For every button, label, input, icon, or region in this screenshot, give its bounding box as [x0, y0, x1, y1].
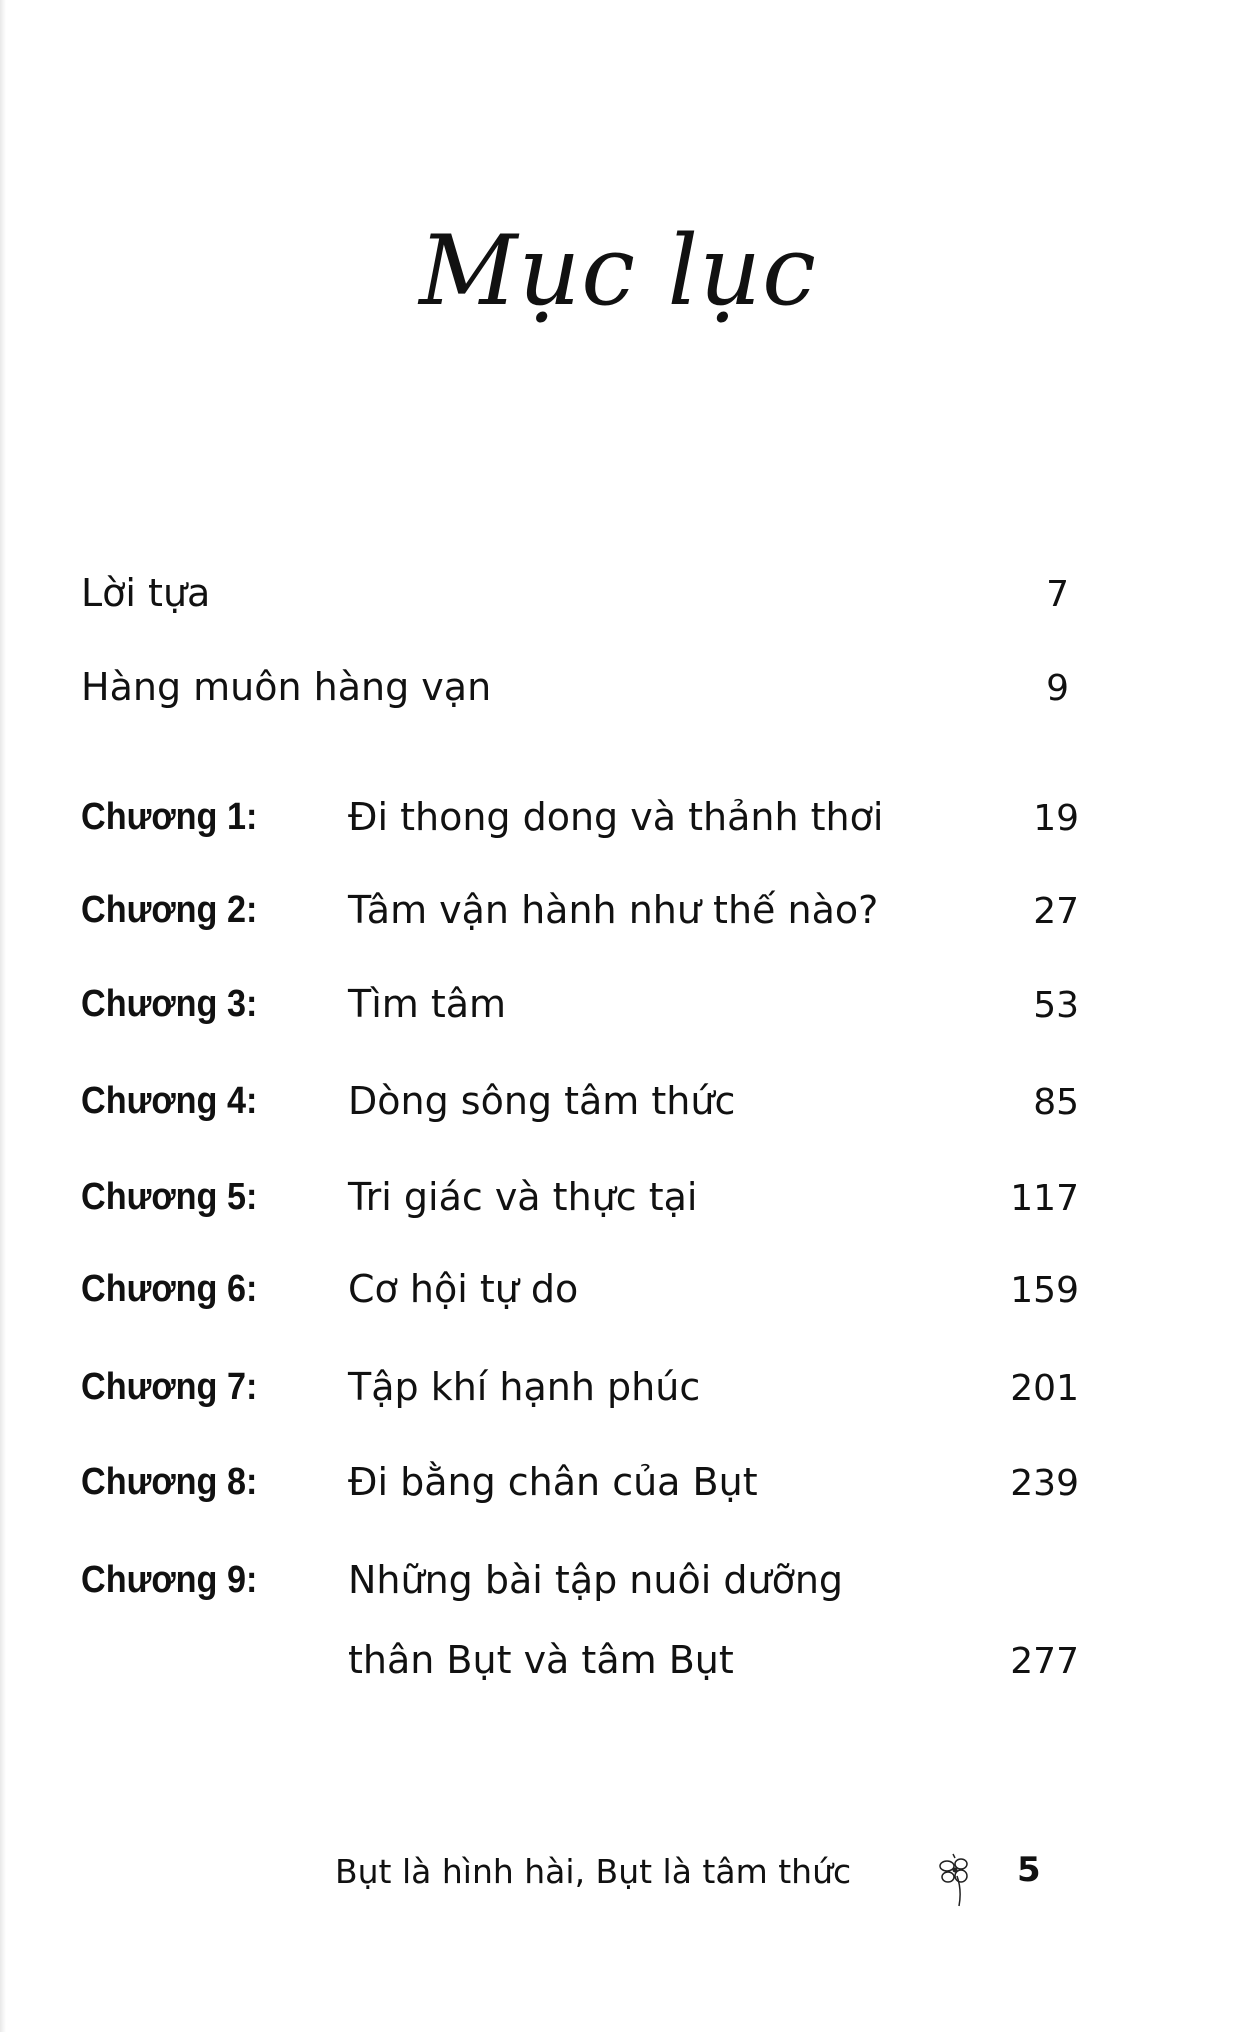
chapter-number: Chương 1:: [81, 796, 258, 838]
chapter-page: 85: [1033, 1082, 1079, 1123]
chapter-number: Chương 9:: [81, 1559, 258, 1601]
chapter-number: Chương 3:: [81, 983, 258, 1025]
flower-icon: [935, 1850, 975, 1910]
toc-chapter: [81, 1359, 1079, 1409]
page-title: Mục lục: [419, 215, 817, 327]
chapter-title: Tri giác và thực tại: [348, 1175, 698, 1219]
chapter-page: 117: [1010, 1178, 1079, 1219]
toc-chapter: [81, 789, 1079, 839]
page-number: 5: [1017, 1850, 1041, 1890]
chapter-title: Tìm tâm: [348, 982, 507, 1026]
chapter-page: 19: [1033, 798, 1079, 839]
toc-chapter: [81, 1261, 1079, 1311]
chapter-title: Đi bằng chân của Bụt: [348, 1460, 758, 1504]
chapter-page: 277: [1010, 1641, 1079, 1682]
running-footer-title: Bụt là hình hài, Bụt là tâm thức: [335, 1852, 852, 1891]
chapter-title: Tâm vận hành như thế nào?: [348, 888, 879, 932]
chapter-title: Cơ hội tự do: [348, 1267, 579, 1311]
chapter-number: Chương 5:: [81, 1176, 258, 1218]
toc-chapter-continued: [81, 1632, 1079, 1682]
chapter-title: Tập khí hạnh phúc: [348, 1365, 701, 1409]
chapter-page: 27: [1033, 891, 1079, 932]
chapter-page: 239: [1010, 1463, 1079, 1504]
toc-chapter: [81, 1073, 1079, 1123]
toc-entry-label: Hàng muôn hàng vạn: [81, 665, 492, 709]
toc-entry: [81, 565, 1079, 615]
chapter-number: Chương 8:: [81, 1461, 258, 1503]
toc-chapter: [81, 882, 1079, 932]
toc-entry-label: Lời tựa: [81, 571, 211, 615]
toc-entry-page: 9: [1046, 668, 1069, 709]
chapter-title: Những bài tập nuôi dưỡng: [348, 1558, 844, 1602]
chapter-page: 159: [1010, 1270, 1079, 1311]
toc-chapter: [81, 1552, 1079, 1602]
chapter-number: Chương 7:: [81, 1366, 258, 1408]
chapter-page: 201: [1010, 1368, 1079, 1409]
chapter-title: Đi thong dong và thảnh thơi: [348, 795, 884, 839]
chapter-number: Chương 6:: [81, 1268, 258, 1310]
toc-chapter: [81, 1454, 1079, 1504]
chapter-title: Dòng sông tâm thức: [348, 1079, 736, 1123]
toc-chapter: [81, 1169, 1079, 1219]
chapter-number: Chương 2:: [81, 889, 258, 931]
toc-chapter: [81, 976, 1079, 1026]
toc-entry-page: 7: [1046, 574, 1069, 615]
chapter-page: 53: [1033, 985, 1079, 1026]
chapter-title-line2: thân Bụt và tâm Bụt: [348, 1638, 734, 1682]
toc-entry: [81, 659, 1079, 709]
chapter-number: Chương 4:: [81, 1080, 258, 1122]
